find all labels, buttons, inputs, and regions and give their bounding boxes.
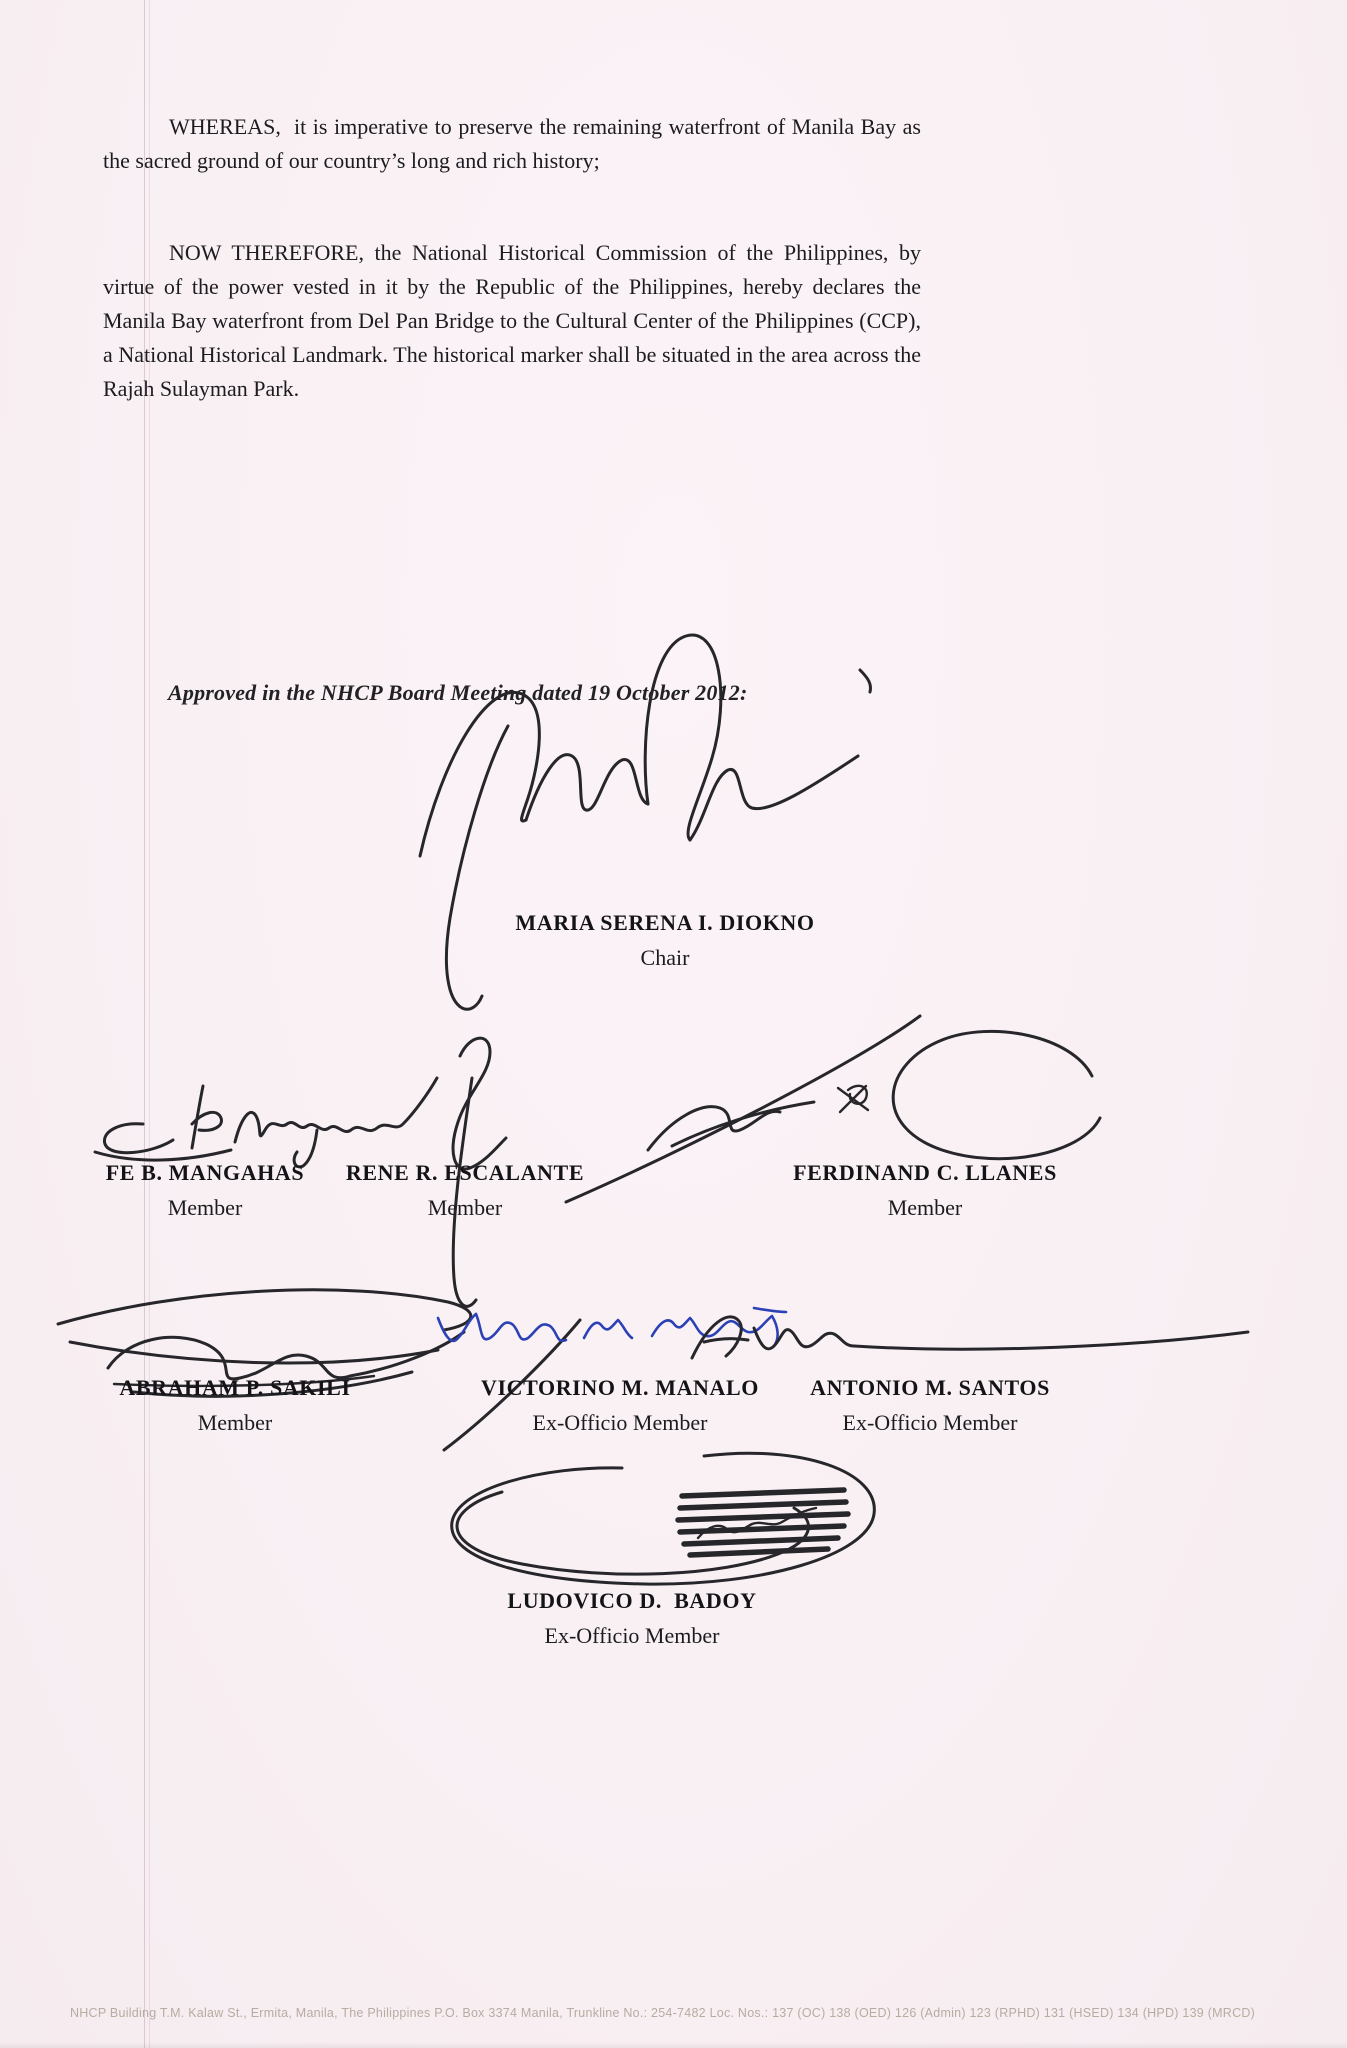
signatory-title: Member [197, 1410, 273, 1435]
signatory-name: ABRAHAM P. SAKILI [119, 1375, 351, 1400]
signatory-title: Member [427, 1195, 503, 1220]
signatory-title: Chair [640, 945, 690, 970]
signatory-chair [515, 910, 814, 971]
signatory-llanes [793, 1160, 1057, 1221]
signatory-title: Ex-Officio Member [544, 1623, 720, 1648]
signature-manalo-blue [424, 1300, 794, 1362]
signatory-title: Member [167, 1195, 243, 1220]
signatory-name: LUDOVICO D. BADOY [507, 1588, 757, 1613]
signature-mangahas [85, 1068, 445, 1173]
signatory-name: FERDINAND C. LLANES [793, 1160, 1057, 1185]
signatory-santos [810, 1375, 1050, 1436]
signatory-sakili [119, 1375, 350, 1436]
signatory-title: Ex-Officio Member [842, 1410, 1018, 1435]
signature-santos [680, 1306, 1260, 1364]
document-body [103, 110, 927, 406]
signatory-mangahas [106, 1160, 304, 1221]
signatory-title: Member [887, 1195, 963, 1220]
paragraph-now-therefore: NOW THEREFORE, the National Historical Commission of the Philippines, by virtue of the power vested in it by the Republic of the Philippines, hereby declares the Manila Bay waterfront from Del Pan Bridge to the Cultural Center of the Philippines (CCP), a National Historical Landmark. The historical marker shall be situated in the area across the Rajah Sulayman Park. [103, 240, 927, 401]
letterhead-footer: NHCP Building T.M. Kalaw St., Ermita, Manila, The Philippines P.O. Box 3374 Manila, Trunkline No.: 254-7482 Loc. Nos.: 137 (OC) 138 (OED) 126 (Admin) 123 (RPHD) 131 (HSED) 134 (HPD) 139 (MRCD) [70, 2006, 1256, 2020]
signatory-name: FE B. MANGAHAS [105, 1160, 305, 1185]
signatory-escalante [346, 1160, 584, 1221]
signature-badoy [382, 1438, 902, 1603]
signatory-name: MARIA SERENA I. DIOKNO [515, 910, 815, 935]
signatory-title: Ex-Officio Member [532, 1410, 708, 1435]
approval-line: Approved in the NHCP Board Meeting dated 19 October 2012: [168, 680, 748, 705]
signatory-name: RENE R. ESCALANTE [345, 1160, 585, 1185]
paragraph-whereas: WHEREAS, it is imperative to preserve the remaining waterfront of Manila Bay as the sacred ground of our country’s long and rich history; [103, 114, 927, 173]
scan-edge-shadow [0, 2042, 1347, 2048]
signatory-manalo [481, 1375, 759, 1436]
signatory-badoy [507, 1588, 756, 1649]
signatory-name: VICTORINO M. MANALO [480, 1375, 760, 1400]
signatory-name: ANTONIO M. SANTOS [810, 1375, 1050, 1400]
